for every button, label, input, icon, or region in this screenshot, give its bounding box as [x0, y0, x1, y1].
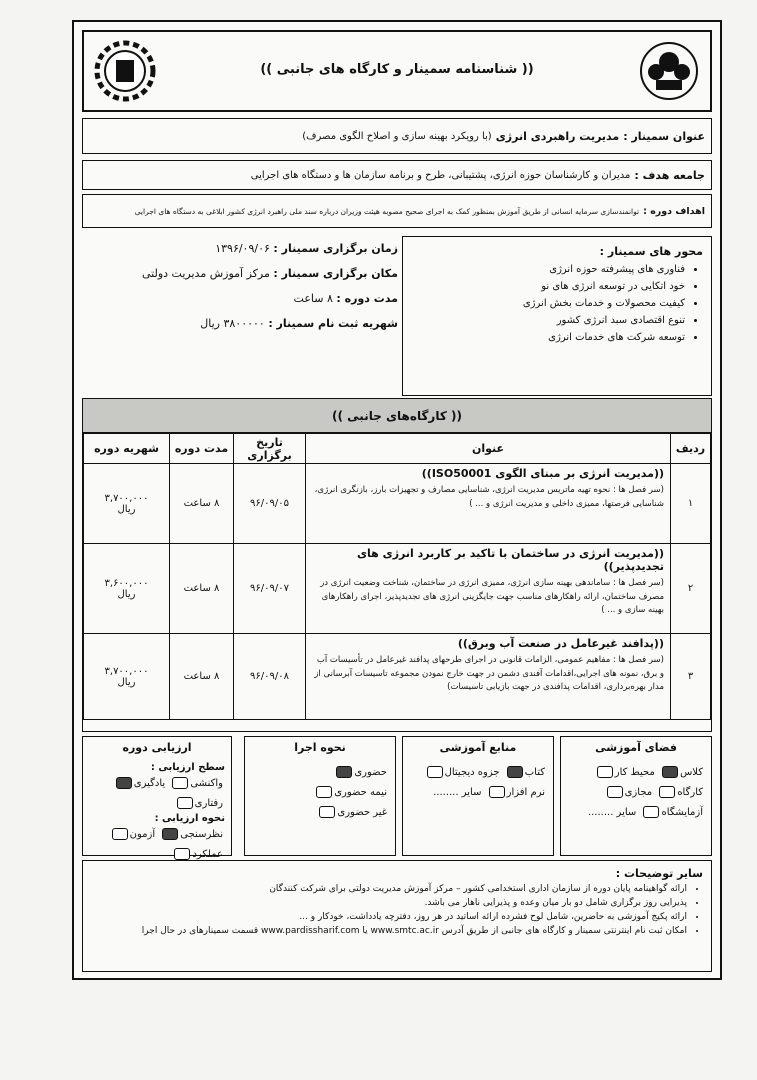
table-header-row [84, 434, 711, 464]
method-option[interactable]: نیمه حضوری [316, 786, 387, 798]
method-box [244, 736, 396, 856]
place-value: مرکز آموزش مدیریت دولتی [142, 267, 270, 280]
space-option[interactable]: محیط کار [597, 766, 655, 778]
checkbox-icon [489, 786, 505, 798]
form-page [72, 20, 722, 980]
col-duration: مدت دوره [170, 434, 234, 464]
workshops-section [82, 398, 712, 732]
eval-title: ارزیابی دوره [122, 741, 192, 754]
notes-title: سایر توضیحات : [615, 867, 703, 880]
notes-section [82, 860, 712, 972]
goals-value: توانمندسازی سرمایه انسانی از طریق آموزش بمنظور کمک به اجرای صحیح مصوبه هیئت وزیران درباره سند ملی راهبرد انرژی کشور ابلاغی به دستگاه های اجرایی [134, 206, 640, 216]
checkbox-icon [336, 766, 352, 778]
eval-level-option[interactable]: رفتاری [177, 797, 223, 809]
checkbox-icon [662, 766, 678, 778]
audience-label: جامعه هدف : [634, 168, 705, 182]
resource-option[interactable]: جزوه دیجیتال [427, 766, 500, 778]
eval-level-option[interactable]: یادگیری [116, 777, 165, 789]
note-item: • امکان ثبت نام اینترنتی سمینار و کارگاه های جانبی از طریق آدرس www.smtc.ac.ir یا www.pardissharif.com قسمت سمینارهای در حال اجرا [91, 926, 687, 936]
method-title: نحوه اجرا [294, 741, 346, 754]
space-option[interactable]: مجازی [607, 786, 653, 798]
workshops-table [83, 433, 711, 720]
eval-level-option[interactable]: واکنشی [172, 777, 223, 789]
seminar-info [82, 236, 712, 396]
checkbox-icon [427, 766, 443, 778]
checkbox-icon [172, 777, 188, 789]
logo-left-icon [92, 38, 158, 104]
topic-item: • کیفیت محصولات و خدمات بخش انرژی [411, 298, 685, 309]
topic-item: • تنوع اقتصادی سبد انرژی کشور [411, 315, 685, 326]
table-row: ۳ ((پدافند غیرعامل در صنعت آب وبرق)) (سر فصل ها : مفاهیم عمومی، الزامات قانونی در اجرای طرحهای پدافند غیرعامل در تأسیسات آب و برق، نمونه های اجرایی،اقدامات آفندی دشمن در جهت خارج نمودن مجموعه تاسیسات آبرسانی از مدار بهره‌برداری، اقدامات پدافندی در جهت بازیابی تاسیسات) ۹۶/۰۹/۰۸ ۸ ساعت ۳,۷۰۰,۰۰۰ ریال [84, 634, 711, 720]
seminar-details [82, 236, 402, 396]
col-date: تاریخ برگزاری [234, 434, 306, 464]
resource-option[interactable]: نرم افزار [489, 786, 545, 798]
goals-label: اهداف دوره : [643, 205, 705, 217]
date-value: ۱۳۹۶/۰۹/۰۶ [215, 242, 270, 255]
checkbox-icon [162, 828, 178, 840]
goals-row [82, 194, 712, 228]
col-fee: شهریه دوره [84, 434, 170, 464]
method-option[interactable]: غیر حضوری [319, 806, 387, 818]
notes-list [91, 884, 703, 936]
seminar-title-value: مدیریت راهبردی انرژی [495, 129, 620, 143]
topic-item: • فناوری های پیشرفته حوزه انرژی [411, 264, 685, 275]
eval-box [82, 736, 232, 860]
seminar-title-row [82, 118, 712, 154]
space-option[interactable]: کارگاه [659, 786, 703, 798]
checkbox-icon [643, 806, 659, 818]
col-row: ردیف [671, 434, 711, 464]
resources-title: منابع آموزشی [439, 741, 517, 754]
workshop-desc: (سر فصل ها : ساماندهی بهینه سازی انرژی، ممیزی انرژی در ساختمان، شناخت وضعیت انرژی در مصرف ساختمان، ارائه راهکارهای مناسب جهت جایگزینی انرژی های تجدیدپذیر، اجرای راهکارهای بهینه سازی و ... ) [320, 578, 664, 616]
checkbox-icon [116, 777, 132, 789]
workshop-desc: (سر فصل ها : مفاهیم عمومی، الزامات قانونی در اجرای طرحهای پدافند غیرعامل در تأسیسات آب و برق، نمونه های اجرایی،اقدامات آفندی دشمن در جهت خارج نمودن مجموعه تاسیسات آبرسانی از مدار بهره‌برداری، اقدامات پدافندی در جهت بازیابی تاسیسات) [314, 655, 664, 693]
eval-level-label: سطح ارزیابی : [150, 762, 225, 773]
eval-method-option[interactable]: نظرسنجی [162, 828, 223, 840]
space-option[interactable]: کلاس [662, 766, 703, 778]
topics-title: محور های سمینار : [599, 245, 703, 258]
date-row: زمان برگزاری سمینار : ۱۳۹۶/۰۹/۰۶ [215, 242, 398, 255]
seminar-title-note: (با رویکرد بهینه سازی و اصلاح الگوی مصرف) [302, 130, 492, 142]
eval-method-option[interactable]: عملکرد [174, 848, 223, 860]
checkbox-icon [597, 766, 613, 778]
topic-item: • خود اتکایی در توسعه انرژی های نو [411, 281, 685, 292]
fee-row: شهریه ثبت نام سمینار : ۳۸۰۰۰۰۰ ریال [200, 317, 398, 330]
workshop-desc: (سر فصل ها : نحوه تهیه ماتریس مدیریت انرژی، شناسایی مصارف و تجهیزات بارز، بازنگری انرژی، شناسایی فرصتها، ممیزی داخلی و مدیریت انرژی و ... ) [314, 485, 664, 509]
topic-item: • توسعه شرکت های خدمات انرژی [411, 332, 685, 343]
resource-option: سایر ........ [433, 786, 482, 798]
page-title: (( شناسنامه سمینار و کارگاه های جانبی )) [260, 62, 534, 77]
table-row: ۲ ((مدیریت انرژی در ساختمان با تاکید بر کاربرد انرژی های تجدیدپذیر)) (سر فصل ها : ساماندهی بهینه سازی انرژی، ممیزی انرژی در ساختمان، شناخت وضعیت انرژی در مصرف ساختمان، ارائه راهکارهای مناسب جهت جایگزینی انرژی های تجدیدپذیر، اجرای راهکارهای بهینه سازی و ... ) ۹۶/۰۹/۰۷ ۸ ساعت ۳,۶۰۰,۰۰۰ ریال [84, 544, 711, 634]
header [82, 30, 712, 112]
space-option: سایر ........ [587, 806, 637, 818]
seminar-topics [402, 236, 712, 396]
audience-row [82, 160, 712, 190]
space-box [560, 736, 712, 856]
space-option[interactable]: آزمایشگاه [643, 806, 703, 818]
workshop-title: ((مدیریت انرژی در ساختمان با تاکید بر کاربرد انرژی های تجدیدپذیر)) [356, 547, 664, 573]
table-row: ۱ ((مدیریت انرژی بر مبنای الگوی ISO50001)) (سر فصل ها : نحوه تهیه ماتریس مدیریت انرژی، شناسایی مصارف و تجهیزات بارز، بازنگری انرژی، شناسایی فرصتها، ممیزی داخلی و مدیریت انرژی و ... ) ۹۶/۰۹/۰۵ ۸ ساعت ۳,۷۰۰,۰۰۰ ریال [84, 464, 711, 544]
audience-value: مدیران و کارشناسان حوزه انرژی، پشتیبانی، طرح و برنامه سازمان ها و دستگاه های اجرایی [250, 169, 631, 181]
checkbox-icon [319, 806, 335, 818]
fee-value: ۳۸۰۰۰۰۰ ریال [200, 317, 265, 330]
workshop-title: ((مدیریت انرژی بر مبنای الگوی ISO50001)) [421, 467, 664, 480]
note-item: • ارائه گواهینامه پایان دوره از سازمان اداری استخدامی کشور – مرکز آموزش مدیریت دولتی برای شرکت کنندگان [91, 884, 687, 894]
checkbox-icon [112, 828, 128, 840]
checkbox-icon [607, 786, 623, 798]
seminar-title-label: عنوان سمینار : [623, 129, 705, 143]
workshop-title: ((پدافند غیرعامل در صنعت آب وبرق)) [457, 637, 664, 650]
duration-value: ۸ ساعت [293, 292, 333, 305]
method-option[interactable]: حضوری [336, 766, 387, 778]
place-row: مکان برگزاری سمینار : مرکز آموزش مدیریت دولتی [142, 267, 398, 280]
duration-row: مدت دوره : ۸ ساعت [293, 292, 398, 305]
space-title: فضای آموزشی [595, 741, 677, 754]
checkbox-icon [659, 786, 675, 798]
eval-method-option[interactable]: آزمون [112, 828, 155, 840]
checkbox-icon [174, 848, 190, 860]
resources-box [402, 736, 554, 856]
checkbox-icon [507, 766, 523, 778]
col-topic: عنوان [306, 434, 671, 464]
note-item: • پذیرایی روز برگزاری شامل دو بار میان وعده و پذیرایی ناهار می باشد. [91, 898, 687, 908]
checkbox-icon [316, 786, 332, 798]
checkbox-icon [177, 797, 193, 809]
resource-option[interactable]: کتاب [507, 766, 545, 778]
topics-list [411, 264, 703, 343]
eval-method-label: نحوه ارزیابی : [154, 813, 225, 824]
workshops-title: (( کارگاه‌های جانبی )) [83, 399, 711, 433]
note-item: • ارائه پکیج آموزشی به حاضرین، شامل لوح فشرده ارائه اساتید در هر روز، دفترچه یادداشت، خودکار و ... [91, 912, 687, 922]
